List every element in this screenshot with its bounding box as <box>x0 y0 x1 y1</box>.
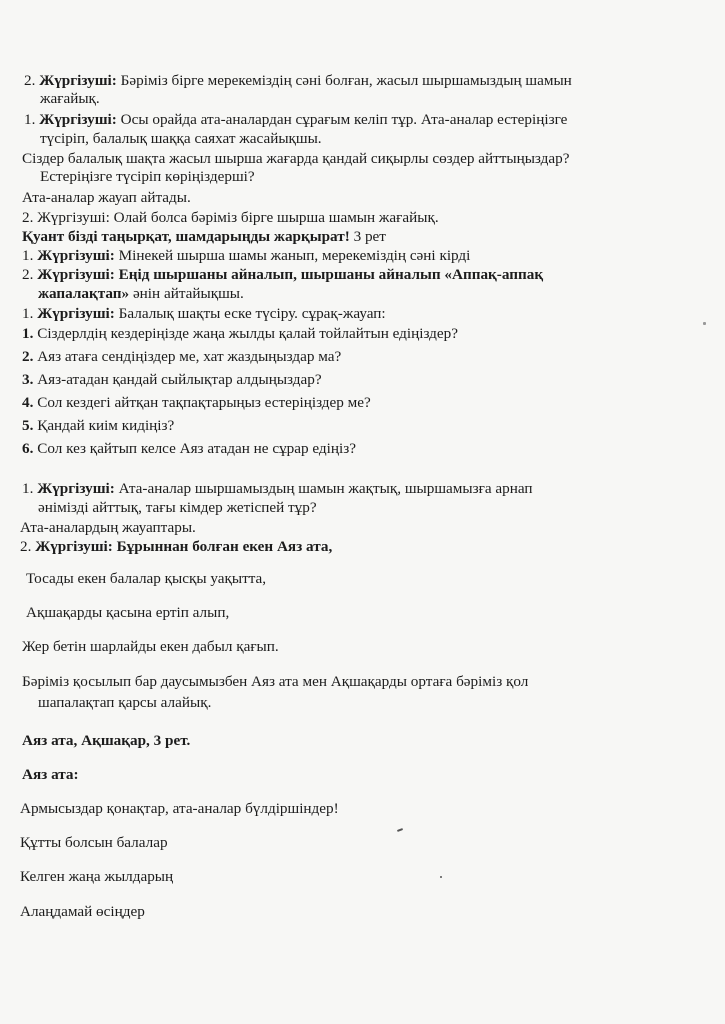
line-text: Ата-аналар шыршамыздың шамын жақтық, шыршамызға арнап <box>114 480 533 497</box>
speaker-heading: Аяз ата: <box>22 766 79 783</box>
question-text: Аяз атаға сендіңіздер ме, хат жаздыңыздар ма? <box>37 348 342 365</box>
scan-speck <box>397 828 403 832</box>
speaker-label: Жүргізуші: <box>37 480 115 497</box>
line-text: 3 рет <box>349 228 386 245</box>
question-number: 6. <box>22 440 34 457</box>
line-10b: әнімізді айттық, тағы кімдер жетіспей тұр? <box>38 499 317 516</box>
scan-speck <box>703 322 706 325</box>
question-text: Сол кездегі айтқан тақпақтарыңыз естеріңіздер ме? <box>37 394 371 411</box>
greeting-line-2: Құтты болсын балалар <box>20 834 168 851</box>
line-8a <box>22 266 543 284</box>
speaker-label: Жүргізуші: <box>39 111 117 128</box>
question-text: Қандай киім кидіңіз? <box>37 417 175 434</box>
line-text: әнін айтайықшы. <box>129 285 244 302</box>
question-text: Сіздерлдің кездеріңізде жаңа жылды қалай тойлайтын едіңіздер? <box>37 325 458 342</box>
question-6 <box>22 440 356 458</box>
item-number: 2. <box>24 72 36 89</box>
greeting-line-3: Келген жаңа жылдарың <box>20 868 174 885</box>
item-number: 1. <box>22 305 34 322</box>
poem-line-1: Тосады екен балалар қысқы уақытта, <box>26 570 267 587</box>
question-text: Сол кез қайтып келсе Аяз атадан не сұрар едіңіз? <box>37 440 356 457</box>
line-3a: Сіздер балалық шақта жасыл шырша жағарда қандай сиқырлы сөздер айттыңыздар? <box>22 150 570 167</box>
line-text: Осы орайда ата-аналардан сұрағым келіп тұр. Ата-аналар естеріңізге <box>116 111 568 128</box>
question-5 <box>22 417 174 435</box>
speaker-label: Жүргізуші: <box>37 247 115 264</box>
line-11: Ата-аналардың жауаптары. <box>20 519 196 536</box>
line-10a <box>22 480 533 498</box>
line-text-bold: Жүргізуші: Еңід шыршаны айналып, шыршаны айналып «Аппақ-аппақ <box>37 266 544 283</box>
scan-speck <box>440 876 442 878</box>
question-text: Аяз-атадан қандай сыйлықтар алдыңыздар? <box>37 371 322 388</box>
line-5: 2. Жүргізуші: Олай болса бәріміз бірге шырша шамын жағайық. <box>22 209 439 226</box>
invite-line-b: шапалақтап қарсы алайық. <box>38 694 212 711</box>
speaker-label: Жүргізуші: <box>37 305 115 322</box>
line-4: Ата-аналар жауап айтады. <box>22 189 191 206</box>
line-8b <box>22 285 244 303</box>
item-number: 2. <box>22 266 34 283</box>
line-2b: түсіріп, балалық шаққа саяхат жасайықшы. <box>40 130 322 147</box>
question-4 <box>22 394 371 412</box>
poem-line-3: Жер бетін шарлайды екен дабыл қағып. <box>22 638 279 655</box>
question-2 <box>22 348 341 366</box>
greeting-line-4: Алаңдамай өсіңдер <box>20 903 145 920</box>
invite-line-a: Бәріміз қосылып бар даусымызбен Аяз ата мен Ақшақарды ортаға бәріміз қол <box>22 673 529 690</box>
line-text: Бәріміз бірге мерекеміздің сәні болған, жасыл шыршамыздың шамын <box>116 72 572 89</box>
line-7 <box>22 247 470 265</box>
line-3b: Естеріңізге түсіріп көріңіздерші? <box>40 168 255 185</box>
line-12 <box>20 538 332 556</box>
line-text: Мінекей шырша шамы жанып, мерекеміздің сәні кірді <box>114 247 471 264</box>
line-text: Балалық шақты еске түсіру. сұрақ-жауап: <box>114 305 386 322</box>
line-9 <box>22 305 386 323</box>
question-number: 2. <box>22 348 34 365</box>
question-3 <box>22 371 322 389</box>
item-number: 1. <box>22 480 34 497</box>
question-1 <box>22 325 458 343</box>
poem-line-2: Ақшақарды қасына ертіп алып, <box>26 604 230 621</box>
question-number: 5. <box>22 417 34 434</box>
speaker-label: Жүргізуші: <box>39 72 117 89</box>
line-1b: жағайық. <box>40 90 100 107</box>
question-number: 4. <box>22 394 34 411</box>
line-1a <box>24 72 572 90</box>
speaker-label: Жүргізуші: <box>35 538 113 555</box>
question-number: 1. <box>22 325 34 342</box>
item-number: 2. <box>20 538 32 555</box>
chant-bold: Қуант бізді таңырқат, шамдарыңды жарқырат! <box>22 228 350 245</box>
poem-line-bold: Бұрыннан болған екен Аяз ата, <box>112 538 333 555</box>
greeting-line-1: Армысыздар қонақтар, ата-аналар бүлдіршіндер! <box>20 800 339 817</box>
line-6 <box>22 228 386 246</box>
item-number: 1. <box>22 247 34 264</box>
item-number: 1. <box>24 111 36 128</box>
question-number: 3. <box>22 371 34 388</box>
line-text-bold: жапалақтап» <box>38 285 130 302</box>
chant-line: Аяз ата, Ақшақар, 3 рет. <box>22 732 191 749</box>
line-2a <box>24 111 567 129</box>
